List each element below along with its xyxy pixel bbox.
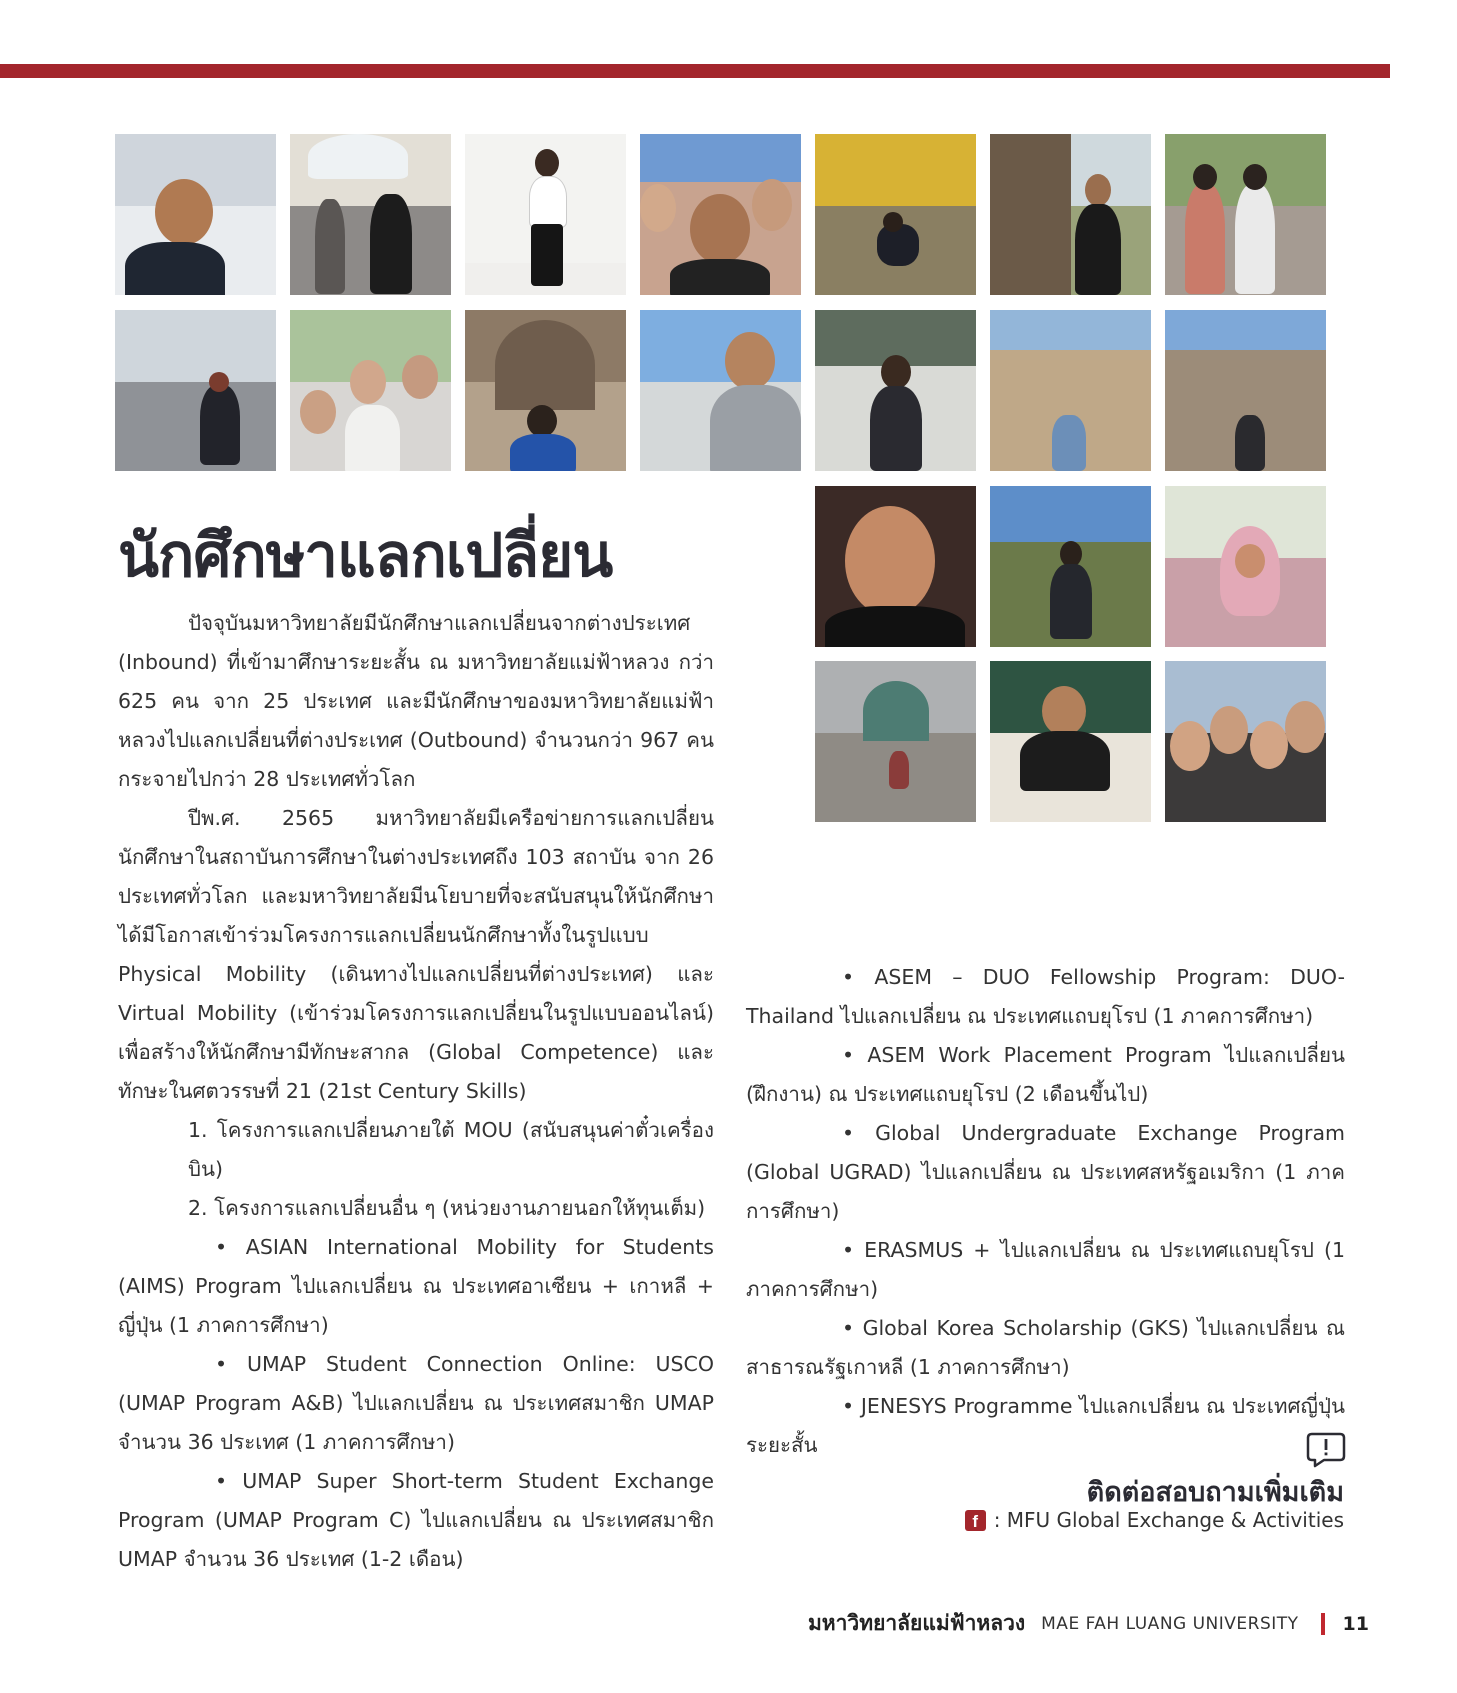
left-column-text	[118, 604, 714, 1579]
photo-umbrella-street	[290, 134, 451, 295]
list-item-mou: 1. โครงการแลกเปลี่ยนภายใต้ MOU (สนับสนุนค่าตั๋วเครื่องบิน)	[188, 1118, 714, 1181]
paragraph-inbound-outbound: ปัจจุบันมหาวิทยาลัยมีนักศึกษาแลกเปลี่ยนจากต่างประเทศ (Inbound) ที่เข้ามาศึกษาระยะสั้น ณ มหาวิทยาลัยแม่ฟ้าหลวง กว่า 625 คน จาก 25 ประเทศ และมีนักศึกษาของมหาวิทยาลัยแม่ฟ้าหลวงไปแลกเปลี่ยนที่ต่างประเทศ (Outbound) จำนวนกว่า 967 คน กระจายไปกว่า 28 ประเทศทั่วโลก	[118, 611, 714, 791]
contact-heading: ติดต่อสอบถามเพิ่มเติม	[1086, 1477, 1344, 1508]
photo-mosque-steps	[815, 661, 976, 822]
photo-graduation-aerial	[1165, 134, 1326, 295]
page-number: 11	[1342, 1612, 1369, 1635]
facebook-label: : MFU Global Exchange & Activities	[993, 1508, 1344, 1532]
photo-portrait-smile	[815, 486, 976, 647]
photo-hijab-garden	[1165, 486, 1326, 647]
bullet-usco: • UMAP Student Connection Online: USCO (UMAP Program A&B) ไปแลกเปลี่ยน ณ ประเทศสมาชิก UMAP จำนวน 36 ประเทศ (1 ภาคการศึกษา)	[118, 1352, 714, 1454]
bullet-jenesys: • JENESYS Programme ไปแลกเปลี่ยน ณ ประเทศญี่ปุ่น ระยะสั้น	[746, 1394, 1345, 1457]
paragraph-exchange-network: ปีพ.ศ. 2565 มหาวิทยาลัยมีเครือข่ายการแลกเปลี่ยนนักศึกษาในสถาบันการศึกษาในต่างประเทศถึง 103 สถาบัน จาก 26 ประเทศทั่วโลก และมหาวิทยาลัยมีนโยบายที่จะสนับสนุนให้นักศึกษาได้มีโอกาสเข้าร่วมโครงการแลกเปลี่ยนนักศึกษาทั้งในรูปแบบ Physical Mobility (เดินทางไปแลกเปลี่ยนที่ต่างประเทศ) และ Virtual Mobility (เข้าร่วมโครงการแลกเปลี่ยนในรูปแบบออนไลน์) เพื่อสร้างให้นักศึกษามีทักษะสากล (Global Competence) และทักษะในศตวรรษที่ 21 (21st Century Skills)	[118, 806, 714, 1103]
bullet-asem-work: • ASEM Work Placement Program ไปแลกเปลี่ยน (ฝึกงาน) ณ ประเทศแถบยุโรป (2 เดือนขึ้นไป)	[746, 1043, 1345, 1106]
list-item-other-programs: 2. โครงการแลกเปลี่ยนอื่น ๆ (หน่วยงานภายนอกให้ทุนเต็ม)	[188, 1196, 706, 1220]
bullet-asem-duo: • ASEM – DUO Fellowship Program: DUO-Thailand ไปแลกเปลี่ยน ณ ประเทศแถบยุโรป (1 ภาคการศึกษา)	[746, 965, 1345, 1028]
facebook-contact[interactable]	[965, 1508, 1344, 1532]
speech-bubble-exclamation-icon	[1306, 1432, 1346, 1468]
photo-snowy-forest-selfie	[115, 134, 276, 295]
photo-stone-archway	[465, 310, 626, 471]
photo-city-overlook	[990, 486, 1151, 647]
photo-snowy-mountain	[640, 310, 801, 471]
bullet-gks: • Global Korea Scholarship (GKS) ไปแลกเปลี่ยน ณ สาธารณรัฐเกาหลี (1 ภาคการศึกษา)	[746, 1316, 1345, 1379]
photo-town-square	[1165, 310, 1326, 471]
photo-friends-group	[290, 310, 451, 471]
photo-wooden-walkway	[990, 134, 1151, 295]
photo-autumn-ginkgo	[815, 134, 976, 295]
bullet-aims: • ASIAN International Mobility for Students (AIMS) Program ไปแลกเปลี่ยน ณ ประเทศอาเซียน + เกาหลี + ญี่ปุ่น (1 ภาคการศึกษา)	[118, 1235, 714, 1337]
bullet-global-ugrad: • Global Undergraduate Exchange Program (Global UGRAD) ไปแลกเปลี่ยน ณ ประเทศสหรัฐอเมริกา (1 ภาคการศึกษา)	[746, 1121, 1345, 1223]
right-column-text	[746, 958, 1345, 1465]
photo-palace-group-selfie	[640, 134, 801, 295]
photo-group-selfie-hilltop	[1165, 661, 1326, 822]
top-accent-bar	[0, 64, 1390, 78]
footer-divider	[1321, 1613, 1325, 1635]
page-heading: นักศึกษาแลกเปลี่ยน	[118, 521, 613, 591]
facebook-icon: f	[965, 1510, 986, 1531]
footer-university-en: MAE FAH LUANG UNIVERSITY	[1041, 1613, 1299, 1634]
photo-plaza-pose	[815, 310, 976, 471]
bullet-umap-c: • UMAP Super Short-term Student Exchange Program (UMAP Program C) ไปแลกเปลี่ยน ณ ประเทศสมาชิก UMAP จำนวน 36 ประเทศ (1-2 เดือน)	[118, 1469, 714, 1571]
photo-restaurant-toast	[990, 661, 1151, 822]
photo-castle-hill	[115, 310, 276, 471]
bullet-erasmus: • ERASMUS + ไปแลกเปลี่ยน ณ ประเทศแถบยุโรป (1 ภาคการศึกษา)	[746, 1238, 1345, 1301]
footer-university-th: มหาวิทยาลัยแม่ฟ้าหลวง	[807, 1611, 1026, 1635]
photo-student-uniform	[465, 134, 626, 295]
page-footer	[808, 1607, 1369, 1640]
photo-ornate-staircase	[990, 310, 1151, 471]
